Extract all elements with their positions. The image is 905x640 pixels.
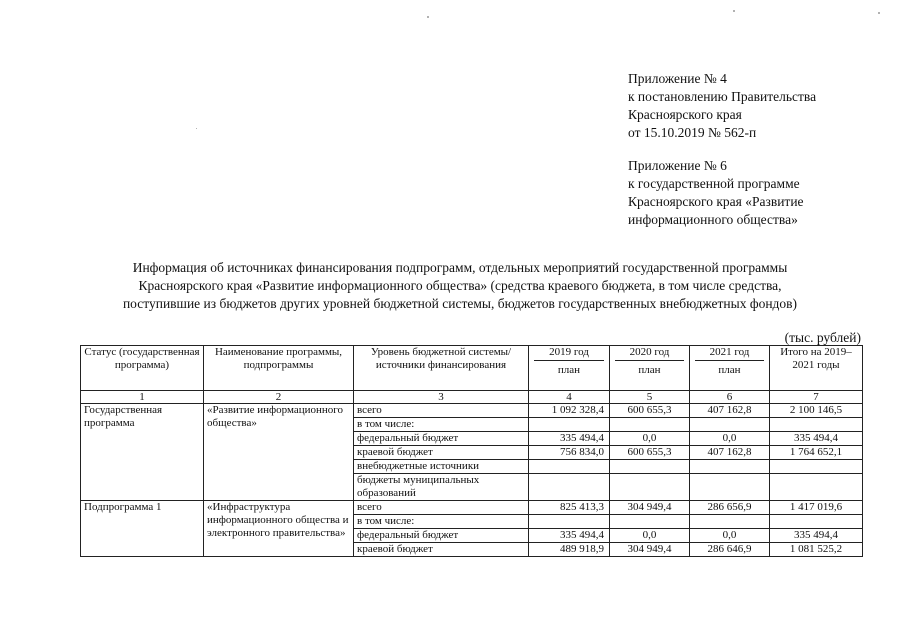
header-level: Уровень бюджетной системы/источники финансирования <box>354 346 529 391</box>
funding-level-cell: в том числе: <box>354 515 529 529</box>
value-2019-cell: 489 918,9 <box>529 543 610 557</box>
total-cell: 335 494,4 <box>770 529 863 543</box>
value-2020-cell <box>610 474 690 501</box>
funding-level-cell: федеральный бюджет <box>354 432 529 446</box>
header-2020 <box>610 346 690 391</box>
header-year: 2019 год <box>534 346 604 361</box>
value-2020-cell: 600 655,3 <box>610 446 690 460</box>
status-cell: Подпрограмма 1 <box>81 501 204 557</box>
value-2020-cell <box>610 460 690 474</box>
header-2021 <box>690 346 770 391</box>
value-2019-cell <box>529 474 610 501</box>
header-total: Итого на 2019–2021 годы <box>770 346 863 391</box>
value-2021-cell: 407 162,8 <box>690 404 770 418</box>
header-row <box>81 346 863 391</box>
value-2020-cell <box>610 418 690 432</box>
column-index: 2 <box>204 391 354 404</box>
program-name-cell: «Развитие информационного общества» <box>204 404 354 501</box>
value-2021-cell <box>690 474 770 501</box>
appendix-line: информационного общества» <box>628 212 798 227</box>
column-index: 6 <box>690 391 770 404</box>
total-cell <box>770 460 863 474</box>
value-2021-cell: 286 656,9 <box>690 501 770 515</box>
appendix-6-block <box>628 157 804 229</box>
status-cell: Государственная программа <box>81 404 204 501</box>
program-name-cell: «Инфраструктура информационного общества и электронного правительства» <box>204 501 354 557</box>
total-cell <box>770 515 863 529</box>
appendix-line: Красноярского края <box>628 107 742 122</box>
value-2020-cell: 304 949,4 <box>610 543 690 557</box>
scan-speck <box>196 128 197 129</box>
value-2021-cell: 407 162,8 <box>690 446 770 460</box>
header-year: 2021 год <box>695 346 764 361</box>
value-2021-cell <box>690 515 770 529</box>
value-2020-cell: 0,0 <box>610 529 690 543</box>
appendix-line: Красноярского края «Развитие <box>628 194 804 209</box>
column-index: 5 <box>610 391 690 404</box>
scan-speck <box>733 10 735 12</box>
table-row <box>81 501 863 515</box>
column-index: 4 <box>529 391 610 404</box>
value-2020-cell: 304 949,4 <box>610 501 690 515</box>
column-index: 1 <box>81 391 204 404</box>
value-2019-cell: 335 494,4 <box>529 529 610 543</box>
column-index: 7 <box>770 391 863 404</box>
value-2019-cell: 335 494,4 <box>529 432 610 446</box>
funding-level-cell: внебюджетные источники <box>354 460 529 474</box>
table-row <box>81 404 863 418</box>
appendix-line: к постановлению Правительства <box>628 89 817 104</box>
funding-level-cell: краевой бюджет <box>354 543 529 557</box>
header-status: Статус (государственная программа) <box>81 346 204 391</box>
total-cell <box>770 418 863 432</box>
title-line: Красноярского края «Развитие информационного общества» (средства краевого бюджета, в том числе средства, <box>138 278 782 293</box>
funding-level-cell: всего <box>354 501 529 515</box>
column-index: 3 <box>354 391 529 404</box>
value-2020-cell: 0,0 <box>610 432 690 446</box>
title-line: Информация об источниках финансирования подпрограмм, отдельных мероприятий государственной программы <box>132 260 788 275</box>
value-2021-cell: 0,0 <box>690 529 770 543</box>
title-line: поступившие из бюджетов других уровней бюджетной системы, бюджетов государственных внебюджетных фондов) <box>122 296 798 311</box>
appendix-4-block <box>628 70 816 142</box>
table-body <box>81 404 863 557</box>
funding-level-cell: федеральный бюджет <box>354 529 529 543</box>
value-2019-cell <box>529 515 610 529</box>
total-cell: 1 417 019,6 <box>770 501 863 515</box>
appendix-line: Приложение № 4 <box>628 71 727 86</box>
column-index-row <box>81 391 863 404</box>
scan-speck <box>878 12 880 14</box>
scan-speck <box>427 16 429 18</box>
document-title <box>60 259 860 313</box>
value-2021-cell: 286 646,9 <box>690 543 770 557</box>
value-2020-cell: 600 655,3 <box>610 404 690 418</box>
header-name: Наименование программы, подпрограммы <box>204 346 354 391</box>
header-plan: план <box>718 364 741 376</box>
value-2019-cell: 756 834,0 <box>529 446 610 460</box>
header-year: 2020 год <box>615 346 684 361</box>
units-note: (тыс. рублей) <box>784 330 861 345</box>
value-2021-cell <box>690 460 770 474</box>
value-2021-cell <box>690 418 770 432</box>
value-2021-cell: 0,0 <box>690 432 770 446</box>
header-plan: план <box>638 364 661 376</box>
value-2019-cell: 1 092 328,4 <box>529 404 610 418</box>
value-2020-cell <box>610 515 690 529</box>
total-cell: 1 081 525,2 <box>770 543 863 557</box>
total-cell <box>770 474 863 501</box>
value-2019-cell <box>529 460 610 474</box>
total-cell: 1 764 652,1 <box>770 446 863 460</box>
appendix-line: Приложение № 6 <box>628 158 727 173</box>
funding-level-cell: всего <box>354 404 529 418</box>
total-cell: 2 100 146,5 <box>770 404 863 418</box>
header-plan: план <box>557 364 581 376</box>
appendix-line: от 15.10.2019 № 562-п <box>628 125 757 140</box>
total-cell: 335 494,4 <box>770 432 863 446</box>
value-2019-cell: 825 413,3 <box>529 501 610 515</box>
funding-level-cell: в том числе: <box>354 418 529 432</box>
value-2019-cell <box>529 418 610 432</box>
header-2019 <box>529 346 610 391</box>
funding-level-cell: краевой бюджет <box>354 446 529 460</box>
funding-level-cell: бюджеты муниципальных образований <box>354 474 529 501</box>
appendix-line: к государственной программе <box>628 176 800 191</box>
funding-table <box>80 345 863 557</box>
